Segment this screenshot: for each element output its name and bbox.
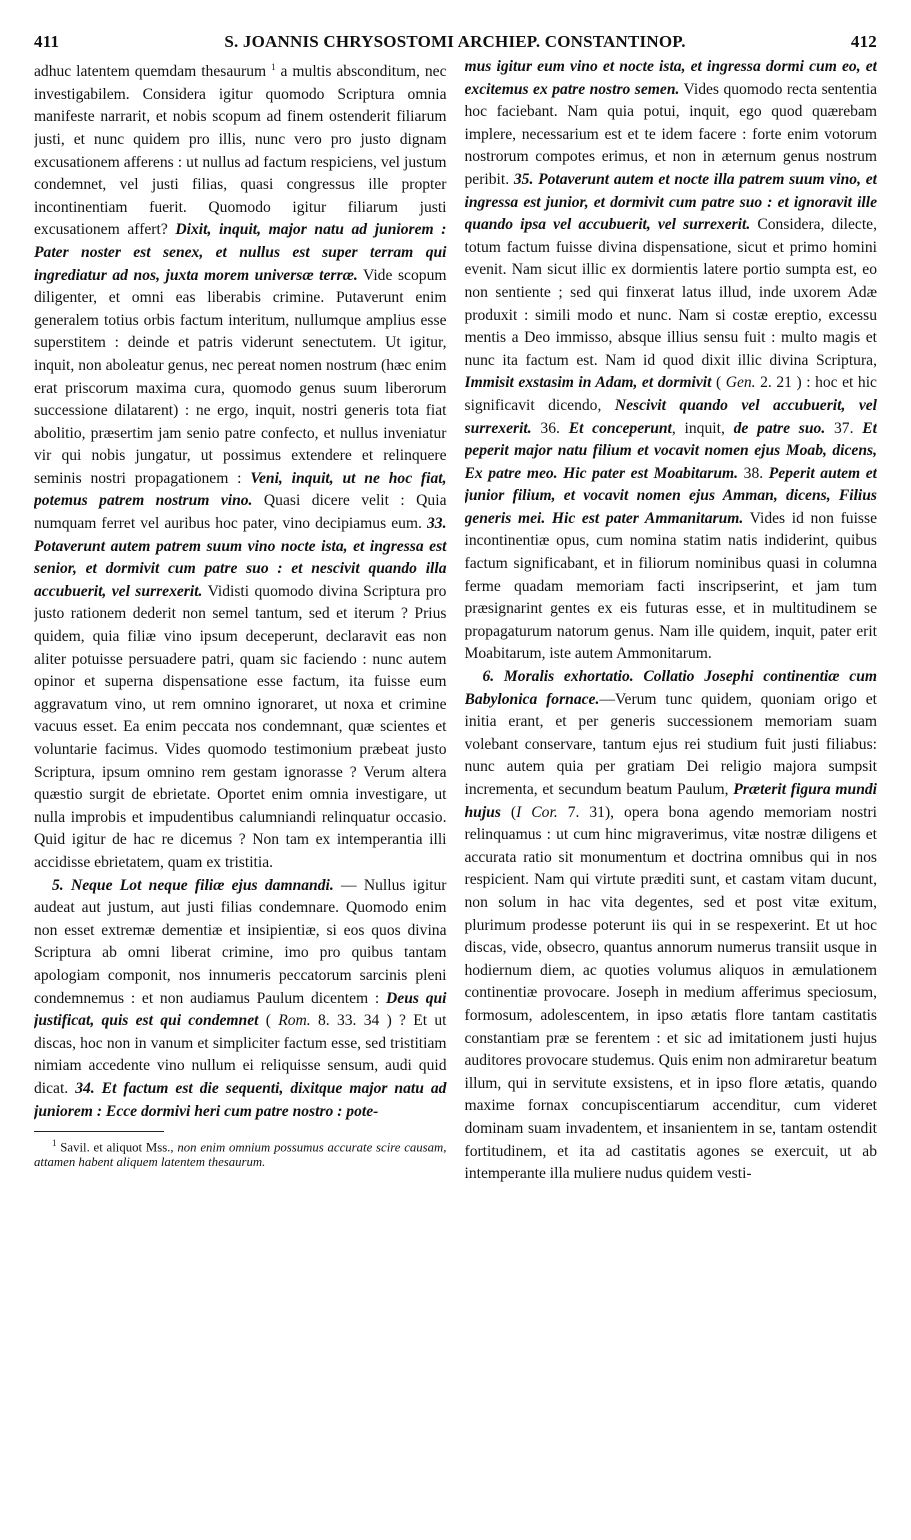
running-title: S. JOANNIS CHRYSOSTOMI ARCHIEP. CONSTANTINOP. <box>224 32 686 51</box>
running-header <box>34 32 877 54</box>
paragraph: mus igitur eum vino et nocte ista, et ingressa dormi cum eo, et excitemus ex patre nostro semen. Vides quomodo recta sententia hoc faciebant. Nam quia potui, inquit, ego quod quærebam implere, necessarium est et te idem facere : forte enim votorum nostrorum compotes erimus, et non in æternum genus nostrum peribit. 35. Potaverunt autem et nocte illa patrem suum vino, et ingressa est junior, et dormivit cum patre suo : et ignoravit ille quando ipsa vel accubuerit, vel surrexerit. Considera, dilecte, totum factum fuisse divina dispensatione, sicut et primo homini evenit. Nam sicut illic ex dormientis latere portio sumpta est, eo non sentiente ; sed qui finxerat latus illud, inde uxorem Adæ produxit : simili modo et nunc. Nam si costæ ereptio, excessu mentis a Deo immisso, absque illius sensu fuit : multo magis et nunc ita factum est. Nam id quod dixit illic divina Scriptura, Immisit exstasim in Adam, et dormivit ( Gen. 2. 21 ) : hoc et hic significavit dicendo, Nescivit quando vel accubuerit, vel surrexerit. 36. Et conceperunt, inquit, de patre suo. 37. Et peperit major natu filium et vocavit nomen ejus Moab, dicens, Ex patre meo. Hic pater est Moabitarum. 38. Peperit autem et junior filium, et vocavit nomen ejus Amman, dicens, Filius generis mei. Hic est pater Ammanitarum. Vides id non fuisse incontinentiæ opus, cum nomina statim natis indiderint, quibus factum significabant, et in filiorum nominibus quasi in columna ferme quadam memoriam facti inscripserint, et jam tum præsignarint gentes ex eis futuras esse, et in multitudinem se propagaturum natorum genus. Nam ille quidem, inquit, pater erit Moabitarum, iste autem Ammonitarum. <box>464 58 877 663</box>
footnote-rule <box>34 1131 164 1132</box>
left-column <box>34 56 447 1516</box>
page-number-right: 412 <box>850 32 877 51</box>
paragraph: adhuc latentem quemdam thesaurum $^1$ a multis absconditum, nec investigabilem. Considera igitur quomodo Scriptura omnia manifeste narrarit, et nobis scopum ad finem ostenderit filiarum justi, et nunc quidem pro illis, nunc vero pro justo dignam excusationem afferens : ut nullus ad factum respiciens, vel justum condemnet, vel justi filias, quasi congressus ille propter incontinentiam fuerit. Quomodo igitur filiarum justi excusationem affert? Dixit, inquit, major natu ad juniorem : Pater noster est senex, et nullus est super terram qui ingrediatur ad nos, juxta morem universæ terræ. Vide scopum diligenter, et omni eas liberabis crimine. Putaverunt enim generalem totius orbis factum interitum, nullumque amplius esse superstitem : deinde et patris viderunt senectutem. Ut igitur, inquit, non aboleatur genus, nec pereat nomen nostrum (hæc enim erat priscorum maxima cura, quomodo genus suum liberorum successione dilatarent) : ne ergo, inquit, nostri generis tota fiat abolitio, præsertim jam senio patre confecto, et nullus inveniatur vir qui nobis jungatur, ut possimus extendere et relinquere seminis nostri propagationem : Veni, inquit, ut ne hoc fiat, potemus patrem nostrum vino. Quasi dicere velit : Quia numquam ferret vel auribus hoc pater, vino decipiamus eum. 33. Potaverunt autem patrem suum vino nocte ista, et ingressa est senior, et dormivit cum patre suo : et nescivit quando illa accubuerit, vel surrexerit. Vidisti quomodo divina Scriptura pro justo rationem dederit non semel tantum, sed et iterum ? Prius quidem, quia filiæ vino ipsum deceperunt, declaravit eas non aliter potuisse persuadere patri, quam sic faciendo : nunc autem opinor et superna dispensatione esse factum, ita fuisse eum aggravatum vino, ut rem omnino ignoraret, ut noxa et crimine vacuus esset. Ea enim peccata nos condemnant, quæ scientes et voluntarie facimus. Vides quomodo testimonium præbeat justo Scriptura, ipsum omnino rem gestam ignorasse ? Verum altera quæstio surgit de ebrietate. Oportet enim omnia investigare, ut nulla improbis et impudentibus calumniandi relinquatur occasio. Quid igitur de hac re dicemus ? Non tam ex intemperantia illi accidisse ebrietatem, quam ex tristitia. <box>34 62 447 871</box>
paragraph: 6. Moralis exhortatio. Collatio Josephi continentiæ cum Babylonica fornace.—Verum tunc quidem, quoniam origo et initia erant, et per generis successionem memoriam suam volebant conservare, tantum ejus rei studium fuit justi filiabus: nunc autem quia per gratiam Dei religio majora sumpsit incrementa, et secundum beatum Paulum, Præterit figura mundi hujus (I Cor. 7. 31), opera bona agendo memoriam nostri relinquamus : ut cum hinc migraverimus, vitæ nostræ diligens et accurata ratio sit monumentum et doctrina omnibus qui in nos respicient. Nam qui virtute præditi sunt, et castam vitam ducunt, non solum in hac vita degentes, sed et post vitæ exitum, plurimum prodesse poterunt iis qui in se respexerint. Et ut hoc discas, vide, obsecro, quantus annorum numerus transiit usque in hodiernum diem, ac quoties volumus aliquos in æmulationem continentiæ provocare. Joseph in medium afferimus speciosum, formosum, adolescentem, in ipso ætatis flore tantam castitatis constantiam præ se ferentem : et sic ad imitationem justi hujus auditores provocare studemus. Quis enim non admiraretur beatum illum, qui in servitute exsistens, et in ipso flore ætatis, quando maxime fornax concupiscentiarum accenditur, cum videret dominam suam invadentem, et insanientem in se, tantam ostendit fortitudinem, et ita ad castitatis agones se exercuit, ut ab intemperante illa muliere nudus quidem vesti- <box>464 668 877 1183</box>
right-column <box>465 56 878 1516</box>
section-heading: 6. Moralis exhortatio. Collatio Josephi continentiæ cum Babylonica fornace. <box>464 668 877 708</box>
paragraph: 5. Neque Lot neque filiæ ejus damnandi. — Nullus igitur audeat aut justum, aut justi filias condemnare. Quomodo enim non esset extremæ dementiæ et insipientiæ, si eos quos divina Scriptura ab omni liberat crimine, imo pro quibus tantam apologiam componit, nos innumeris peccatorum sarcinis pleni condemnemus : et non audiamus Paulum dicentem : Deus qui justificat, quis est qui condemnet ( Rom. 8. 33. 34 ) ? Et ut discas, hoc non in vanum et simpliciter factum esse, sed tristitiam nimiam accedente vino nullum ei reliquisse sensum, audi quid dicat. 34. Et factum est die sequenti, dixitque major natu ad juniorem : Ecce dormivi heri cum patre nostro : pote- <box>34 876 447 1120</box>
footnote: $^1$ Savil. et aliquot Mss., non enim omnium possumus accurate scire causam, attamen habent aliquem latentem thesaurum. <box>34 1138 447 1170</box>
section-heading: 5. Neque Lot neque filiæ ejus damnandi. <box>52 876 334 894</box>
text-columns <box>34 56 877 1516</box>
footnote-marker: 1 <box>271 62 276 72</box>
page-number-left: 411 <box>34 32 60 51</box>
